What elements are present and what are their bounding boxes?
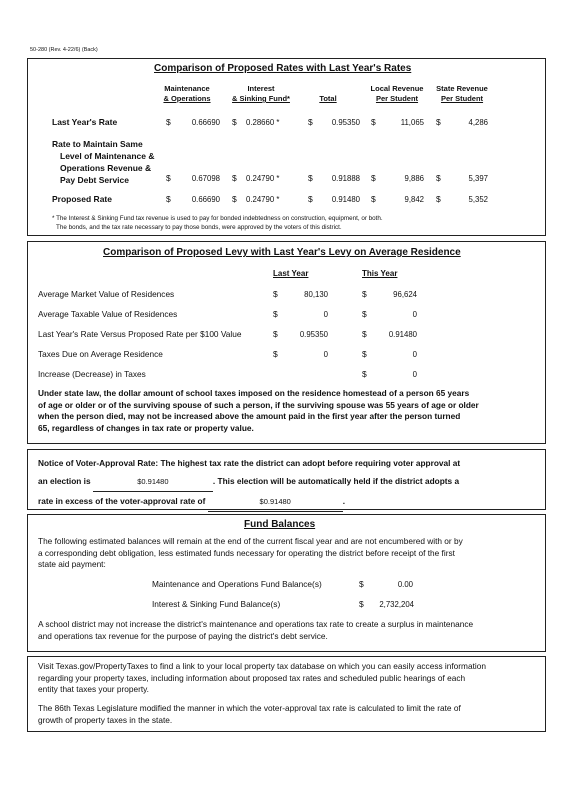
row-label: Last Year's Rate Versus Proposed Rate per $100 Value <box>38 329 242 339</box>
is-value: 0.28660 * <box>246 118 280 127</box>
fund-intro: The following estimated balances will remain at the end of the current fiscal year and are not encumbered with or by a corresponding debt obligation, less estimated funds necessary for operating the district before receipt of the first state aid payment: <box>38 536 463 569</box>
fund-title: Fund Balances <box>244 519 316 530</box>
last-year-value: 0 <box>323 350 328 359</box>
col-header-total: Total <box>319 94 337 103</box>
fund-label: Interest & Sinking Fund Balance(s) <box>152 599 281 609</box>
total-value: 0.91480 <box>331 195 360 204</box>
senior-homestead-note: Under state law, the dollar amount of school taxes imposed on the residence homestead of a person 65 years of age or older or of the surviving spouse of such a person, if the surviving spouse was 55 years of age or older when the person died, may not be increased above the amount paid in the first year after the person turned 65, regardless of changes in tax rate or property value. <box>38 388 479 433</box>
footnote: * The Interest & Sinking Fund tax revenue is used to pay for bonded indebtedness on construction, equipment, or both. The bonds, and the tax rate necessary to pay those bonds, were approved by the voters of this district. <box>52 215 383 231</box>
dollar-sign: $ <box>359 599 364 609</box>
fund-note: A school district may not increase the district's maintenance and operations tax rate to create a surplus in maintenance and operations tax revenue for the purpose of paying the district's debt service. <box>38 619 474 641</box>
this-year-value: 0 <box>412 310 417 319</box>
dollar-sign: $ <box>359 579 364 589</box>
dollar-sign: $ <box>232 194 237 204</box>
fund-value: 2,732,204 <box>379 600 414 609</box>
row-label: Average Taxable Value of Residences <box>38 309 178 319</box>
form-id: 50-280 (Rev. 4-22/6) (Back) <box>30 47 98 53</box>
last-year-value: 0 <box>323 310 328 319</box>
row-label: Average Market Value of Residences <box>38 289 175 299</box>
dollar-sign: $ <box>362 289 367 299</box>
last-year-value: 80,130 <box>304 290 328 299</box>
row-label: Last Year's Rate <box>52 117 118 127</box>
this-year-value: 0 <box>412 350 417 359</box>
this-year-value: 0.91480 <box>388 330 417 339</box>
dollar-sign: $ <box>362 309 367 319</box>
dollar-sign: $ <box>371 117 376 127</box>
col-header-state: State Revenue Per Student <box>436 84 488 103</box>
dollar-sign: $ <box>308 173 313 183</box>
fund-value: 0.00 <box>397 580 413 589</box>
dollar-sign: $ <box>308 117 313 127</box>
dollar-sign: $ <box>362 369 367 379</box>
dollar-sign: $ <box>232 173 237 183</box>
local-value: 9,842 <box>404 195 424 204</box>
voter-approval-rate-field-2: $0.91480 <box>208 493 343 512</box>
dollar-sign: $ <box>166 194 171 204</box>
dollar-sign: $ <box>436 117 441 127</box>
dollar-sign: $ <box>362 349 367 359</box>
total-value: 0.91888 <box>331 174 360 183</box>
is-value: 0.24790 * <box>246 174 280 183</box>
row-label: Proposed Rate <box>52 194 112 204</box>
dollar-sign: $ <box>436 173 441 183</box>
dollar-sign: $ <box>166 173 171 183</box>
state-value: 5,397 <box>468 174 488 183</box>
dollar-sign: $ <box>273 349 278 359</box>
rates-title: Comparison of Proposed Rates with Last Year's Rates <box>154 63 412 74</box>
mo-value: 0.67098 <box>191 174 220 183</box>
dollar-sign: $ <box>362 329 367 339</box>
state-value: 4,286 <box>468 118 488 127</box>
dollar-sign: $ <box>436 194 441 204</box>
last-year-value: 0.95350 <box>299 330 328 339</box>
col-header-is: Interest & Sinking Fund* <box>232 84 290 103</box>
levy-title: Comparison of Proposed Levy with Last Year's Levy on Average Residence <box>103 247 461 258</box>
levy-comparison-section <box>27 241 546 444</box>
dollar-sign: $ <box>308 194 313 204</box>
this-year-value: 96,624 <box>393 290 417 299</box>
mo-value: 0.66690 <box>191 195 220 204</box>
row-label: Rate to Maintain Same Level of Maintenance & Operations Revenue & Pay Debt Service <box>52 139 155 185</box>
col-header-mo: Maintenance & Operations <box>163 84 211 103</box>
voter-approval-notice <box>27 449 546 510</box>
this-year-value: 0 <box>412 370 417 379</box>
dollar-sign: $ <box>166 117 171 127</box>
property-tax-info: Visit Texas.gov/PropertyTaxes to find a link to your local property tax database on which you can easily access information regarding your property taxes, including information about proposed tax rates and scheduled public hearings of each entity that taxes your property. <box>38 661 486 694</box>
dollar-sign: $ <box>273 309 278 319</box>
state-value: 5,352 <box>468 195 488 204</box>
dollar-sign: $ <box>232 117 237 127</box>
row-label: Increase (Decrease) in Taxes <box>38 369 146 379</box>
local-value: 11,065 <box>400 118 424 127</box>
fund-balances-section <box>27 514 546 652</box>
voter-approval-rate-field: $0.91480 <box>93 473 213 492</box>
local-value: 9,886 <box>404 174 424 183</box>
col-header-this-year: This Year <box>362 269 398 278</box>
legislature-note: The 86th Texas Legislature modified the manner in which the voter-approval tax rate is calculated to limit the rate of growth of property taxes in the state. <box>38 703 461 725</box>
col-header-local: Local Revenue Per Student <box>370 84 424 103</box>
rates-comparison-section <box>27 58 546 236</box>
dollar-sign: $ <box>273 329 278 339</box>
mo-value: 0.66690 <box>191 118 220 127</box>
dollar-sign: $ <box>273 289 278 299</box>
voter-approval-text: Notice of Voter-Approval Rate: The highest tax rate the district can adopt before requiring voter approval at an election is $0.91480 . This election will be automatically held if the district adopts a rate in excess of the voter-approval rate of $0.91480 . <box>38 454 543 512</box>
info-section <box>27 656 546 732</box>
total-value: 0.95350 <box>331 118 360 127</box>
fund-label: Maintenance and Operations Fund Balance(s) <box>152 579 322 589</box>
is-value: 0.24790 * <box>246 195 280 204</box>
row-label: Taxes Due on Average Residence <box>38 349 163 359</box>
dollar-sign: $ <box>371 194 376 204</box>
dollar-sign: $ <box>371 173 376 183</box>
col-header-last-year: Last Year <box>273 269 309 278</box>
